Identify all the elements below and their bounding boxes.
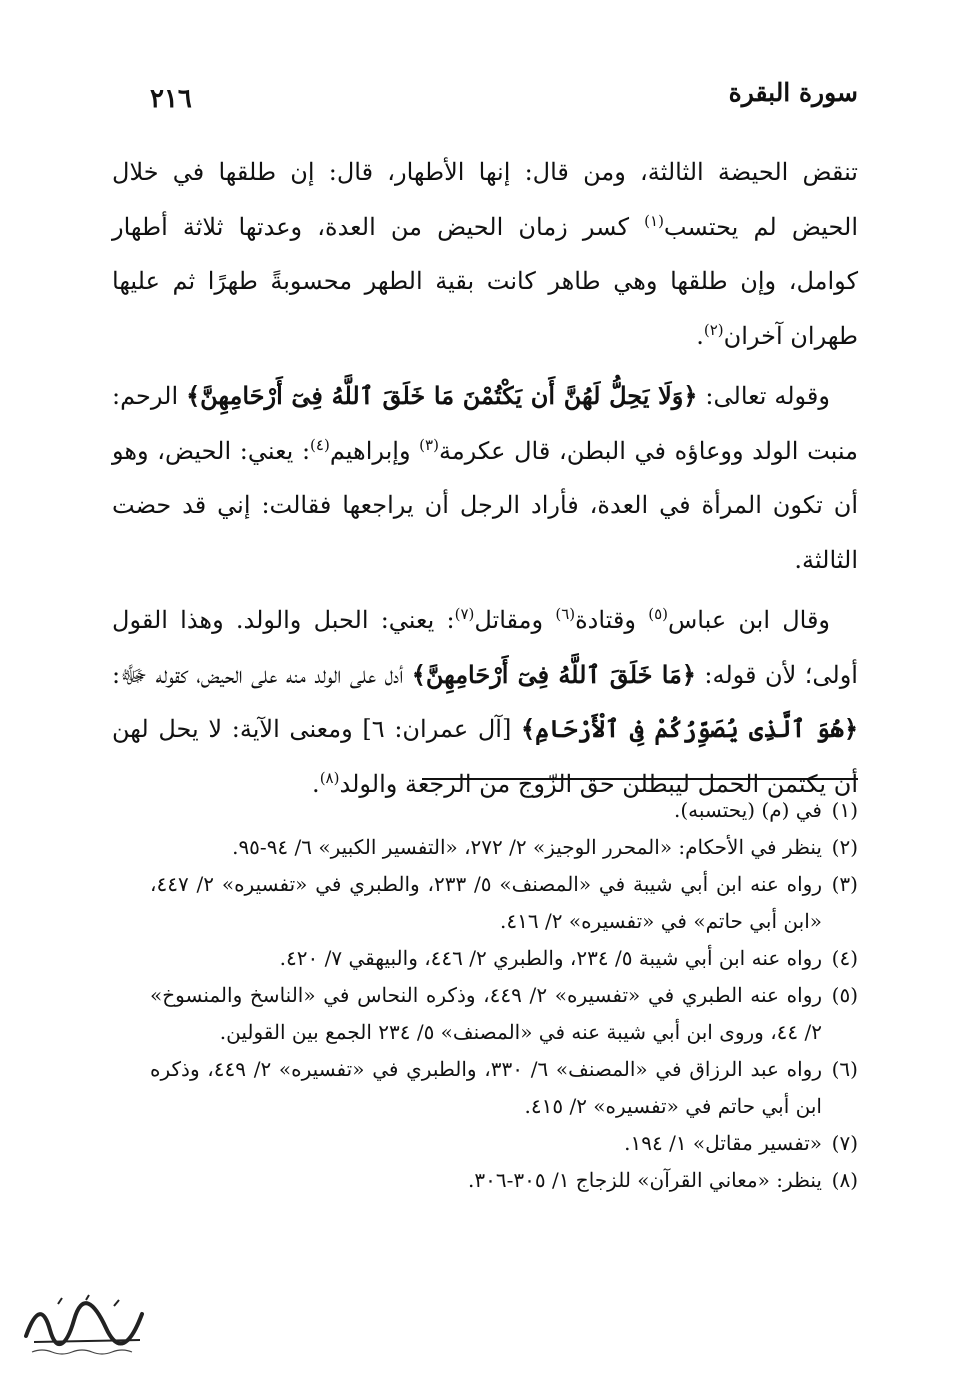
quran-verse: ﴿مَا خَلَقَ ٱللَّهُ فِىٓ أَرْحَامِهِنَّ﴾: [411, 659, 696, 689]
footnote-text: في (م) (يحتسبه).: [673, 798, 822, 822]
footnote-ref[interactable]: (٦): [555, 605, 576, 623]
text-run: وإبراهيم: [329, 436, 420, 465]
footnote-number: (٣): [831, 872, 858, 896]
footnote-item: [150, 1051, 858, 1125]
text-run: .: [696, 321, 704, 350]
footnote-text: رواه عبد الرزاق في «المصنف» ٦/ ٣٣٠، والطبري في «تفسيره» ٢/ ٤٤٩، وذكره ابن أبي حاتم في «تفسيره» ٢/ ٤١٥.: [150, 1057, 822, 1118]
footnote-ref[interactable]: (٢): [703, 320, 724, 339]
footnotes-list: [150, 792, 858, 1199]
footnote-ref[interactable]: (٥): [648, 605, 668, 623]
footnote-item: [150, 940, 858, 977]
publisher-logo: [14, 1290, 154, 1360]
quran-verse: ﴿وَلَا يَحِلُّ لَهُنَّ أَن يَكْتُمْنَ مَا خَلَقَ ٱللَّهُ فِىٓ أَرْحَامِهِنَّ﴾: [186, 381, 698, 410]
footnote-item: [150, 866, 858, 940]
footnote-number: (١): [831, 798, 858, 822]
footnote-ref[interactable]: (١): [644, 211, 664, 230]
text-run: [آل عمران: ٦] ومعنى الآية: لا يحل لهن أن يكتمن الحمل ليبطلن حق الزّوج من الرجعة والولد: [112, 715, 858, 798]
footnote-text: «تفسير مقاتل» ١/ ١٩٤.: [624, 1131, 822, 1155]
page-header: [150, 70, 858, 120]
footnote-number: (٨): [831, 1168, 858, 1192]
footnote-number: (٥): [831, 983, 859, 1007]
paragraph-2: [112, 369, 858, 587]
footnote-number: (٢): [831, 835, 858, 859]
footnote-text: ينظر في الأحكام: «المحرر الوجيز» ٢/ ٢٧٢، «التفسير الكبير» ٦/ ٩٤-٩٥.: [232, 835, 822, 859]
footnote-item: [150, 1162, 858, 1199]
footnote-number: (٦): [831, 1057, 858, 1081]
footnote-number: (٤): [831, 946, 858, 970]
text-run: : يعني: الحبل والولد. وهذا القول أولى؛ لأن قوله:: [112, 606, 858, 689]
footnote-text: ينظر: «معاني القرآن» للزجاج ١/ ٣٠٥-٣٠٦.: [468, 1168, 822, 1192]
footnote-separator: [422, 778, 858, 780]
footnote-text: رواه عنه ابن أبي شيبة في «المصنف» ٥/ ٢٣٣، والطبري في «تفسيره» ٢/ ٤٤٧، «ابن أبي حاتم» في «تفسيره» ٢/ ٤١٦.: [150, 872, 822, 933]
footnote-item: [150, 1125, 858, 1162]
text-run: : يعني: الحيض، وهو أن تكون المرأة في العدة، فأراد الرجل أن يراجعها فقالت: إني قد حضت الثالثة.: [112, 436, 858, 574]
text-run: .: [312, 769, 320, 798]
paragraph-1: [112, 145, 858, 363]
text-run: وقال ابن عباس: [667, 606, 830, 634]
page-number: ٢١٦: [150, 84, 192, 114]
text-run: وقوله تعالى:: [697, 382, 830, 410]
text-run: تنقض الحيضة الثالثة، ومن قال: إنها الأطهار، قال: إن طلقها في خلال الحيض لم يحتسب: [112, 158, 858, 241]
running-title: سورة البقرة: [728, 78, 858, 107]
footnote-item: [150, 829, 858, 866]
footnote-text: رواه عنه الطبري في «تفسيره» ٢/ ٤٤٩، وذكره النحاس في «الناسخ والمنسوخ» ٢/ ٤٤، وروى ابن أبي شيبة عنه في «المصنف» ٥/ ٢٣٤ الجمع بين القولين.: [150, 983, 823, 1044]
footnote-ref[interactable]: (٣): [419, 435, 439, 454]
footnote-ref[interactable]: (٧): [454, 605, 475, 623]
main-body: [112, 145, 858, 817]
footnote-item: [150, 792, 858, 829]
footnote-ref[interactable]: (٤): [310, 435, 330, 454]
footnote-number: (٧): [831, 1131, 858, 1155]
quran-verse: ﴿هُوَ ٱلَّذِى يُصَوِّرُكُمْ فِى ٱلْأَرْحَامِ﴾: [521, 714, 858, 743]
footnote-ref[interactable]: (٨): [319, 768, 340, 787]
text-run: ومقاتل: [474, 606, 556, 634]
text-run: وقتادة: [575, 606, 649, 634]
footnote-item: [150, 977, 858, 1051]
text-run: كسر زمان الحيض من العدة، وعدتها ثلاثة أطهار كوامل، وإن طلقها وهي طاهر كانت بقية الطهر محسوبةً طهرًا ثم عليها طهران آخران: [112, 212, 858, 350]
footnote-text: رواه عنه ابن أبي شيبة ٥/ ٢٣٤، والطبري ٢/ ٤٤٦، والبيهقي ٧/ ٤٢٠.: [279, 946, 822, 970]
text-run: أدل على الولد منه على الحيض، كقوله ﷻ:: [112, 660, 412, 689]
text-run: الرحم: منبت الولد ووعاؤه في البطن، قال عكرمة: [112, 382, 858, 465]
